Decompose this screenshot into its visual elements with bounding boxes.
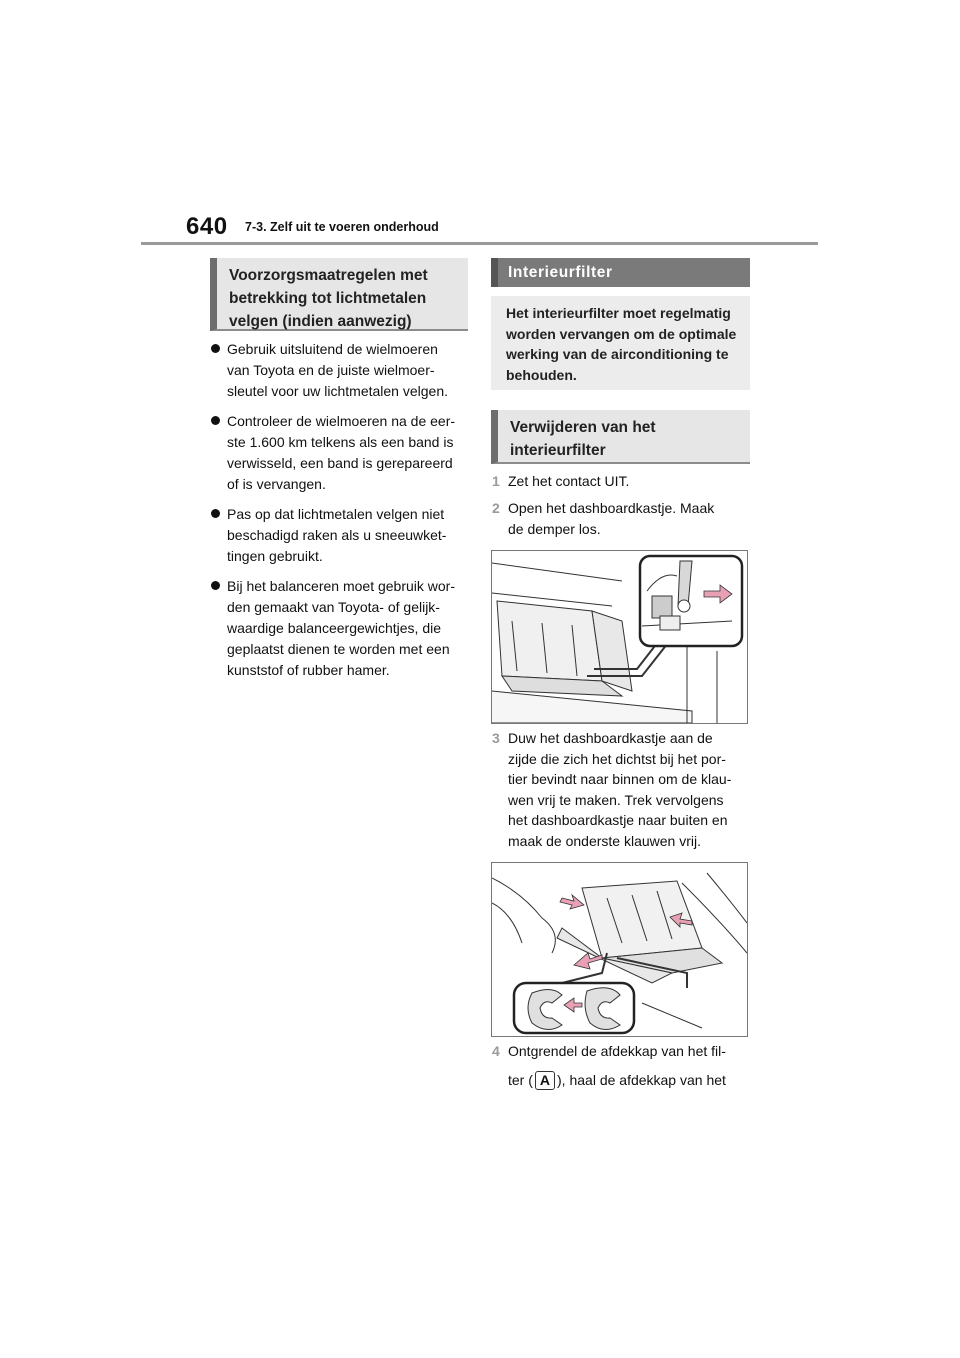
list-item — [210, 339, 470, 402]
text-line: Controleer de wielmoeren na de eer- — [227, 413, 456, 429]
list-item — [210, 411, 470, 495]
text-line: Ontgrendel de afdekkap van het fil- — [508, 1043, 726, 1059]
text-line: behouden. — [506, 366, 577, 383]
text-line: Open het dashboardkastje. Maak — [508, 500, 715, 516]
text-line: geplaatst dienen te worden met een — [227, 641, 450, 657]
glovebox-damper-illustration — [491, 550, 748, 724]
text-line: Het interieurfilter moet regelmatig — [506, 305, 731, 321]
text-line: sleutel voor uw lichtmetalen velgen. — [227, 383, 449, 399]
step-4 — [492, 1041, 753, 1090]
list-item — [210, 504, 470, 567]
heading-line: Verwijderen van het — [510, 419, 656, 436]
text-line: of is vervangen. — [227, 476, 326, 492]
text-fragment: ), haal de afdekkap van het — [557, 1071, 726, 1088]
page-number: 640 — [186, 213, 228, 240]
text-line: worden vervangen om de optimale — [506, 325, 737, 342]
text-line: werking van de airconditioning te — [506, 346, 729, 362]
text-line: de demper los. — [508, 520, 601, 537]
step-1 — [492, 471, 753, 492]
glovebox-damper-drawing — [492, 551, 747, 723]
remove-filter-heading — [491, 410, 750, 464]
text-line: wen vrij te maken. Trek vervolgens — [508, 791, 724, 808]
step-2 — [492, 498, 753, 539]
heading-line: betrekking tot lichtmetalen — [229, 290, 427, 307]
text-line: het dashboardkastje naar buiten en — [508, 812, 728, 828]
alloy-wheel-precautions-list — [210, 339, 470, 690]
text-line: tier bevindt naar binnen om de klau- — [508, 771, 732, 787]
text-line: kunststof of rubber hamer. — [227, 662, 390, 678]
text-line: Duw het dashboardkastje aan de — [508, 730, 713, 746]
heading-line: velgen (indien aanwezig) — [229, 313, 412, 330]
step-number: 3 — [492, 730, 500, 746]
step-number: 1 — [492, 473, 500, 489]
text-line: Zet het contact UIT. — [508, 473, 630, 489]
step-number: 4 — [492, 1043, 500, 1059]
callout-label-a: A — [535, 1071, 555, 1090]
text-line: maak de onderste klauwen vrij. — [508, 832, 701, 849]
cabin-filter-intro — [491, 296, 750, 390]
header-divider — [141, 242, 818, 245]
text-line: zijde die zich het dichtst bij het por- — [508, 750, 726, 767]
text-line: ste 1.600 km telkens als een band is — [227, 434, 454, 450]
glovebox-removal-illustration — [491, 862, 748, 1037]
heading-line: Voorzorgsmaatregelen met — [229, 267, 428, 284]
step-3 — [492, 728, 753, 851]
text-line: tingen gebruikt. — [227, 548, 323, 564]
list-item — [210, 576, 470, 681]
heading-text: Interieurfilter — [508, 264, 613, 281]
cabin-filter-heading — [491, 258, 750, 287]
glovebox-removal-drawing — [492, 863, 747, 1036]
heading-line: interieurfilter — [510, 442, 606, 459]
step-number: 2 — [492, 500, 500, 516]
section-title: 7-3. Zelf uit te voeren onderhoud — [245, 220, 439, 234]
text-line — [508, 1070, 753, 1091]
text-line: den gemaakt van Toyota- of gelijk- — [227, 599, 440, 615]
text-line: Bij het balanceren moet gebruik wor- — [227, 578, 456, 594]
text-line: van Toyota en de juiste wielmoer- — [227, 362, 435, 378]
text-line: Gebruik uitsluitend de wielmoeren — [227, 341, 438, 357]
text-line: waardige balanceergewichtjes, die — [227, 620, 442, 636]
text-line: Pas op dat lichtmetalen velgen niet — [227, 506, 445, 522]
text-fragment: ter ( — [508, 1071, 533, 1088]
text-line: beschadigd raken als u sneeuwket- — [227, 527, 447, 543]
alloy-wheels-heading — [210, 258, 468, 331]
text-line: verwisseld, een band is gerepareerd — [227, 455, 453, 471]
